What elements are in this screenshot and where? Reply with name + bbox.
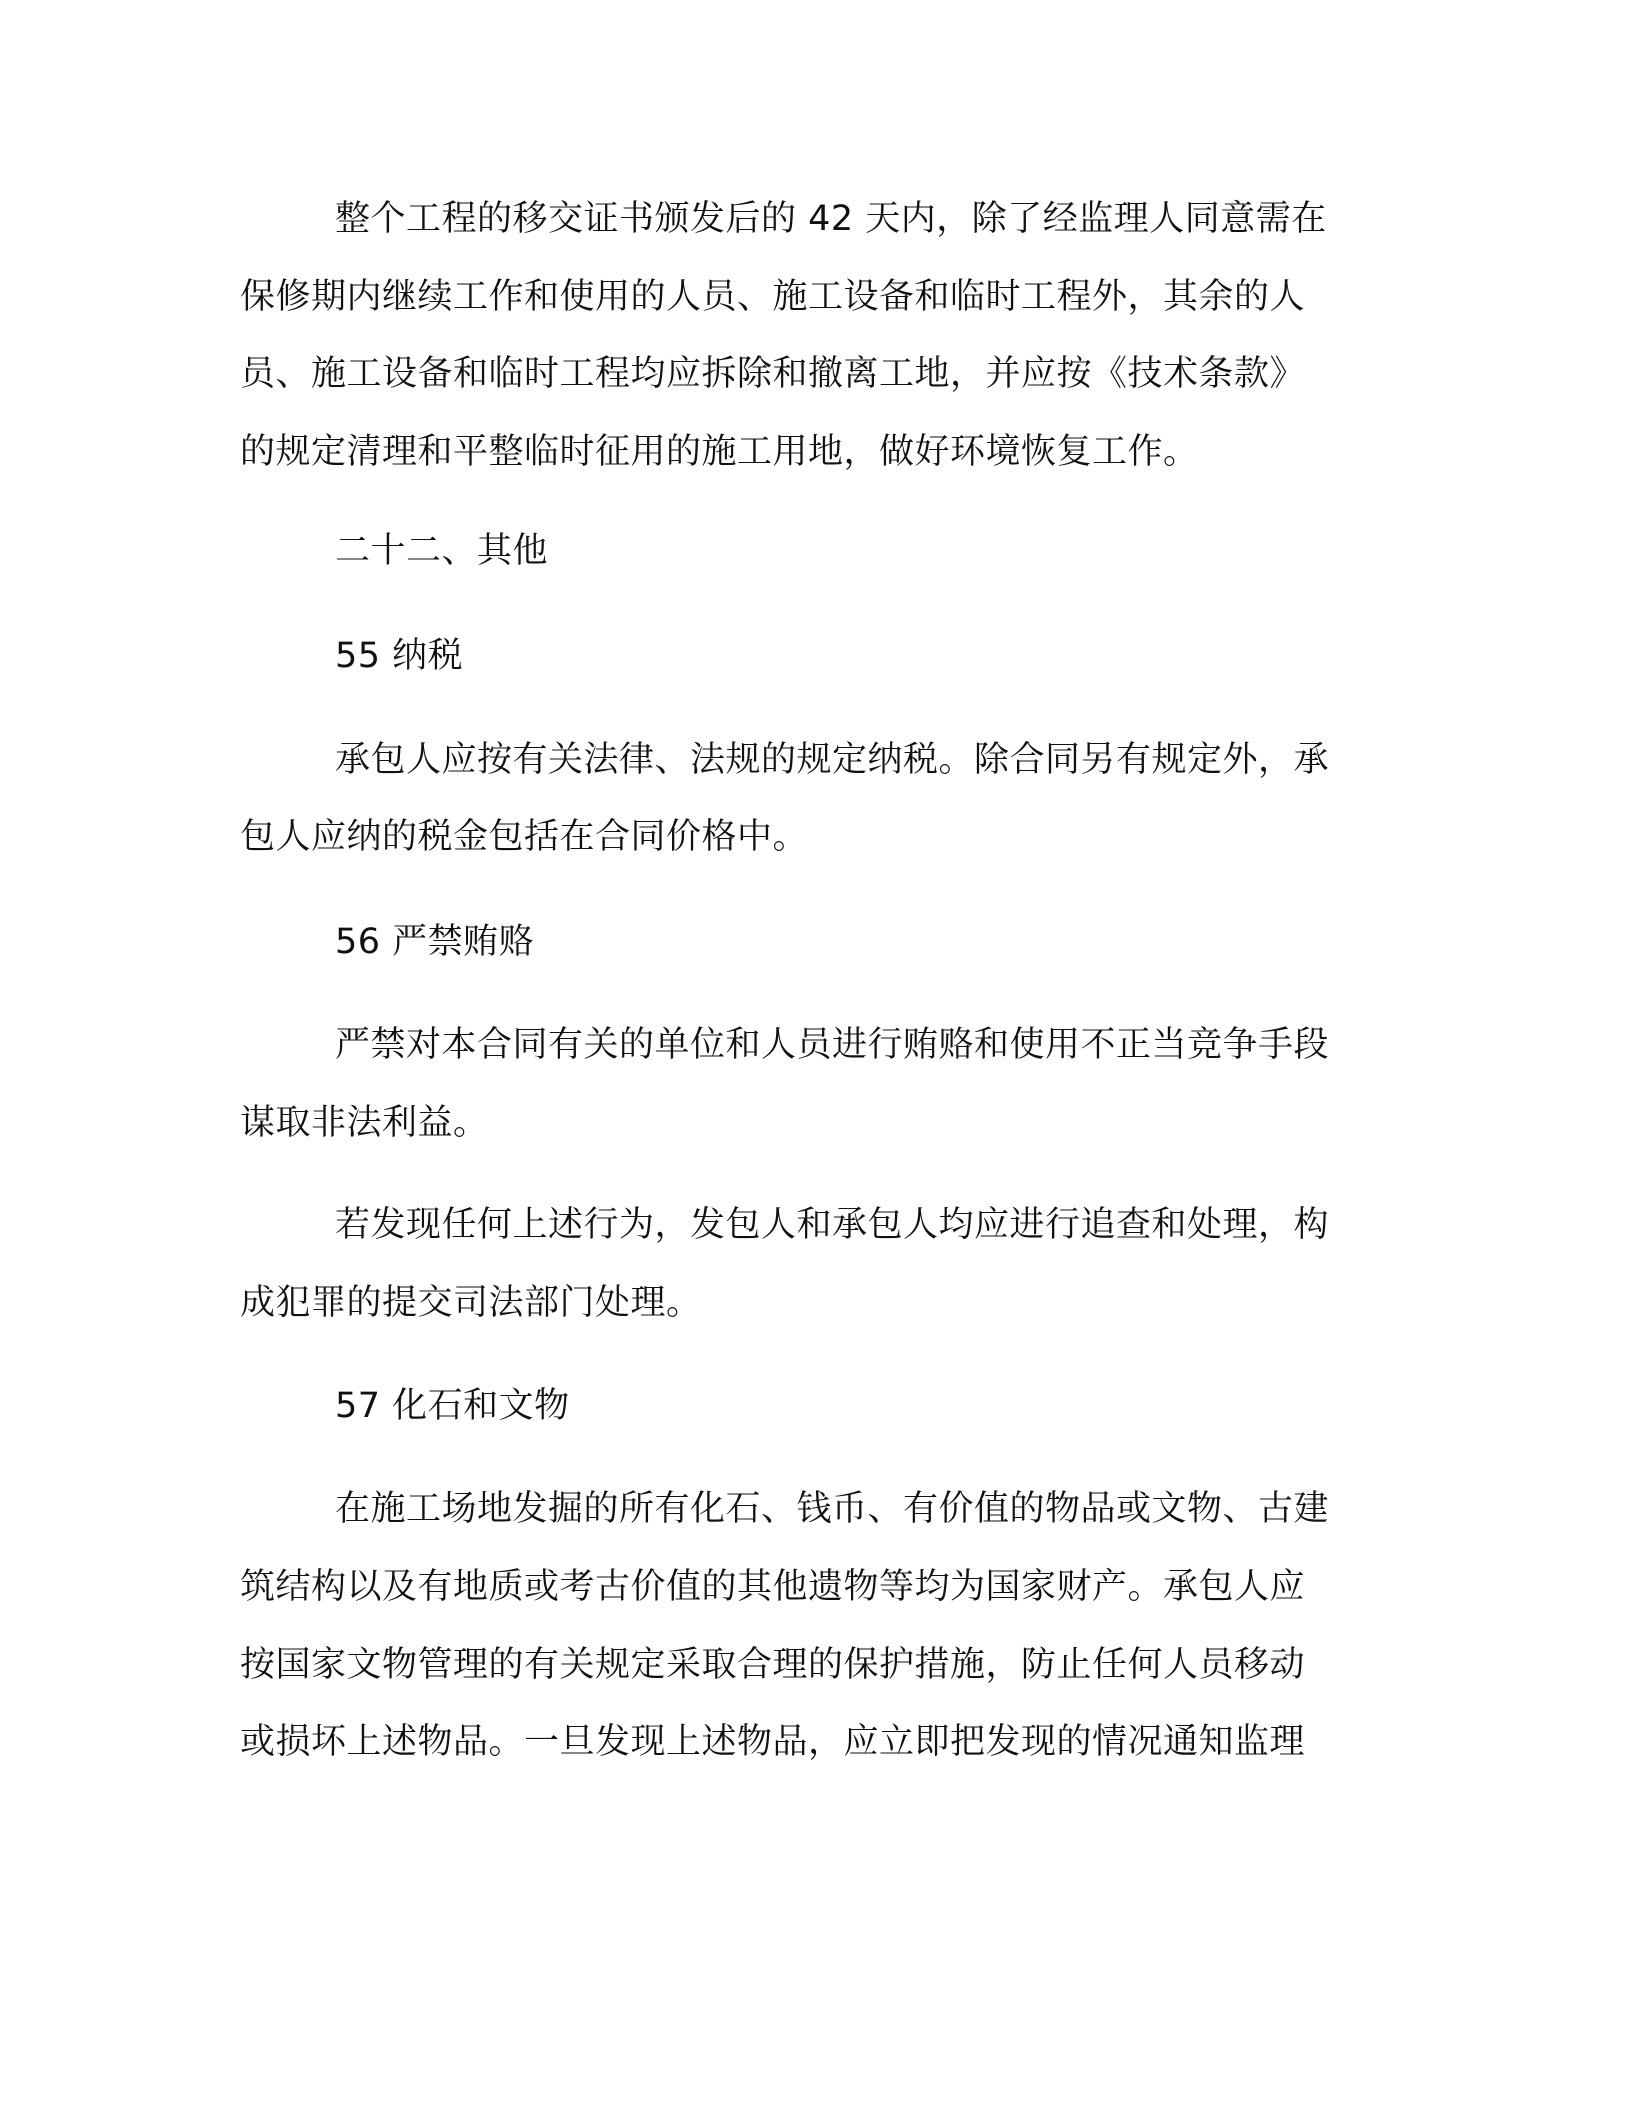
clause-heading-57: 57 化石和文物	[335, 1386, 570, 1426]
paragraph-line: 的规定清理和平整临时征用的施工用地，做好环境恢复工作。	[240, 432, 1199, 472]
paragraph-line: 成犯罪的提交司法部门处理。	[240, 1283, 702, 1323]
paragraph-line: 若发现任何上述行为，发包人和承包人均应进行追查和处理，构	[335, 1205, 1330, 1245]
paragraph-line: 在施工场地发掘的所有化石、钱币、有价值的物品或文物、古建	[335, 1489, 1330, 1529]
paragraph-line: 严禁对本合同有关的单位和人员进行贿赂和使用不正当竞争手段	[335, 1025, 1330, 1065]
paragraph-line: 或损坏上述物品。一旦发现上述物品，应立即把发现的情况通知监理	[240, 1722, 1306, 1762]
clause-heading-56: 56 严禁贿赂	[335, 922, 535, 962]
paragraph-line: 承包人应按有关法律、法规的规定纳税。除合同另有规定外，承	[335, 740, 1330, 780]
paragraph-line: 保修期内继续工作和使用的人员、施工设备和临时工程外，其余的人	[240, 277, 1306, 317]
paragraph-line: 按国家文物管理的有关规定采取合理的保护措施，防止任何人员移动	[240, 1645, 1306, 1685]
paragraph-line: 谋取非法利益。	[240, 1103, 489, 1143]
paragraph-line: 整个工程的移交证书颁发后的 42 天内，除了经监理人同意需在	[335, 199, 1327, 239]
paragraph-line: 员、施工设备和临时工程均应拆除和撤离工地，并应按《技术条款》	[240, 354, 1306, 394]
clause-heading-55: 55 纳税	[335, 636, 464, 676]
section-heading: 二十二、其他	[335, 531, 549, 571]
paragraph-line: 包人应纳的税金包括在合同价格中。	[240, 817, 809, 857]
paragraph-line: 筑结构以及有地质或考古价值的其他遗物等均为国家财产。承包人应	[240, 1567, 1306, 1607]
